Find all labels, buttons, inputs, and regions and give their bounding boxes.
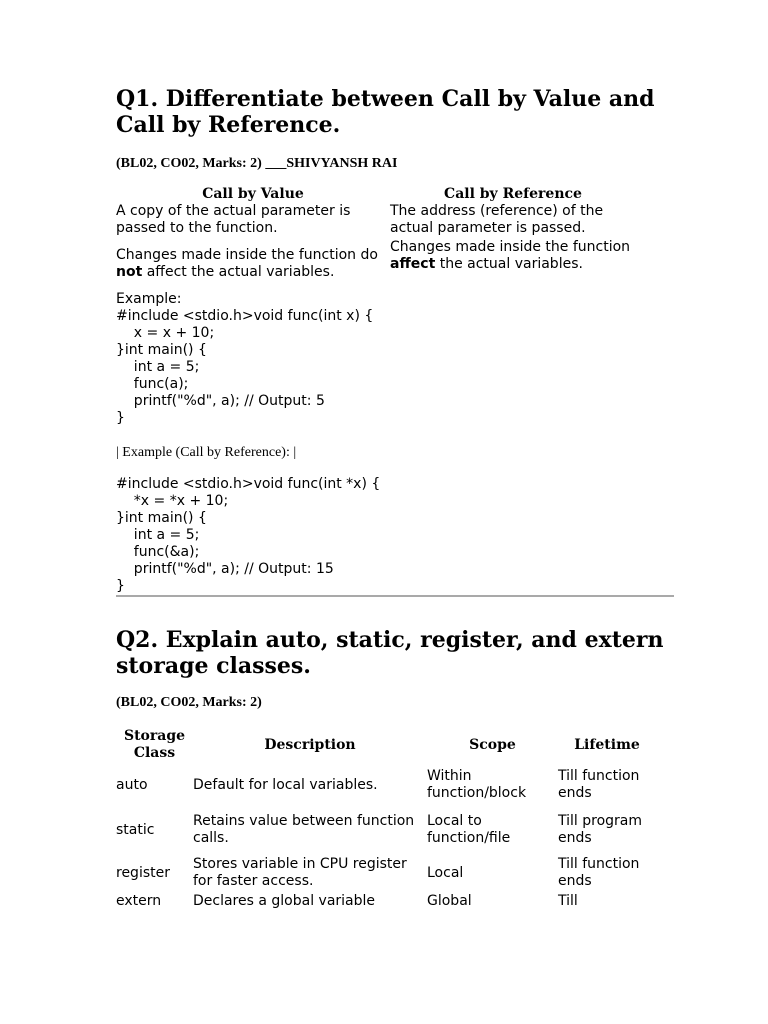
storage-class-cell: extern <box>116 892 162 909</box>
header-call-by-reference: Call by Reference <box>444 186 582 202</box>
storage-class-cell: auto <box>116 776 148 793</box>
scope-cell: Within function/block <box>427 768 527 801</box>
call-by-reference-cell <box>390 203 636 281</box>
storage-class-cell: register <box>116 864 170 881</box>
header-call-by-value: Call by Value <box>202 186 304 202</box>
table-row <box>116 765 656 805</box>
value-changes: Changes made inside the function do not affect the actual variables. <box>116 247 378 280</box>
description-cell: Stores variable in CPU register for faster access. <box>193 856 407 889</box>
description-cell: Declares a global variable <box>193 892 376 909</box>
lifetime-cell: Till function ends <box>558 768 640 801</box>
description-cell: Retains value between function calls. <box>193 813 415 846</box>
reference-changes: Changes made inside the function affect the actual variables. <box>390 239 631 272</box>
call-by-value-code: #include <stdio.h>void func(int x) { x = x + 10; }int main() { int a = 5; func(a); printf("%d", a); // Output: 5 } <box>116 308 374 426</box>
value-description: A copy of the actual parameter is passed to the function. <box>116 203 351 236</box>
q2-meta: (BL02, CO02, Marks: 2) <box>116 695 262 710</box>
header-storage-class: Storage Class <box>123 728 186 761</box>
table-row <box>116 891 656 911</box>
header-scope: Scope <box>469 736 516 753</box>
storage-class-table <box>116 725 656 911</box>
header-lifetime: Lifetime <box>574 736 640 753</box>
scope-cell: Global <box>427 892 472 909</box>
reference-description: The address (reference) of the actual parameter is passed. <box>390 203 604 236</box>
scope-cell: Local to function/file <box>427 813 511 846</box>
call-by-value-cell <box>116 203 390 281</box>
call-by-reference-code: #include <stdio.h>void func(int *x) { *x = *x + 10; }int main() { int a = 5; func(&a); printf("%d", a); // Output: 15 } <box>116 476 381 594</box>
table-row <box>116 805 656 855</box>
comparison-table <box>116 186 636 281</box>
example-reference-label: | Example (Call by Reference): | <box>116 445 297 460</box>
table-row <box>116 855 656 891</box>
storage-class-cell: static <box>116 821 155 838</box>
lifetime-cell: Till function ends <box>558 856 640 889</box>
document-page <box>116 86 674 911</box>
section-divider <box>116 595 674 597</box>
q1-title: Q1. Differentiate between Call by Value and Call by Reference. <box>116 86 655 138</box>
scope-cell: Local <box>427 864 464 881</box>
lifetime-cell: Till <box>558 892 578 909</box>
lifetime-cell: Till program ends <box>558 813 642 846</box>
description-cell: Default for local variables. <box>193 776 378 793</box>
header-description: Description <box>264 736 356 753</box>
q2-title: Q2. Explain auto, static, register, and extern storage classes. <box>116 627 664 679</box>
example-label: Example: <box>116 291 182 307</box>
q1-meta: (BL02, CO02, Marks: 2) ___SHIVYANSH RAI <box>116 156 398 171</box>
